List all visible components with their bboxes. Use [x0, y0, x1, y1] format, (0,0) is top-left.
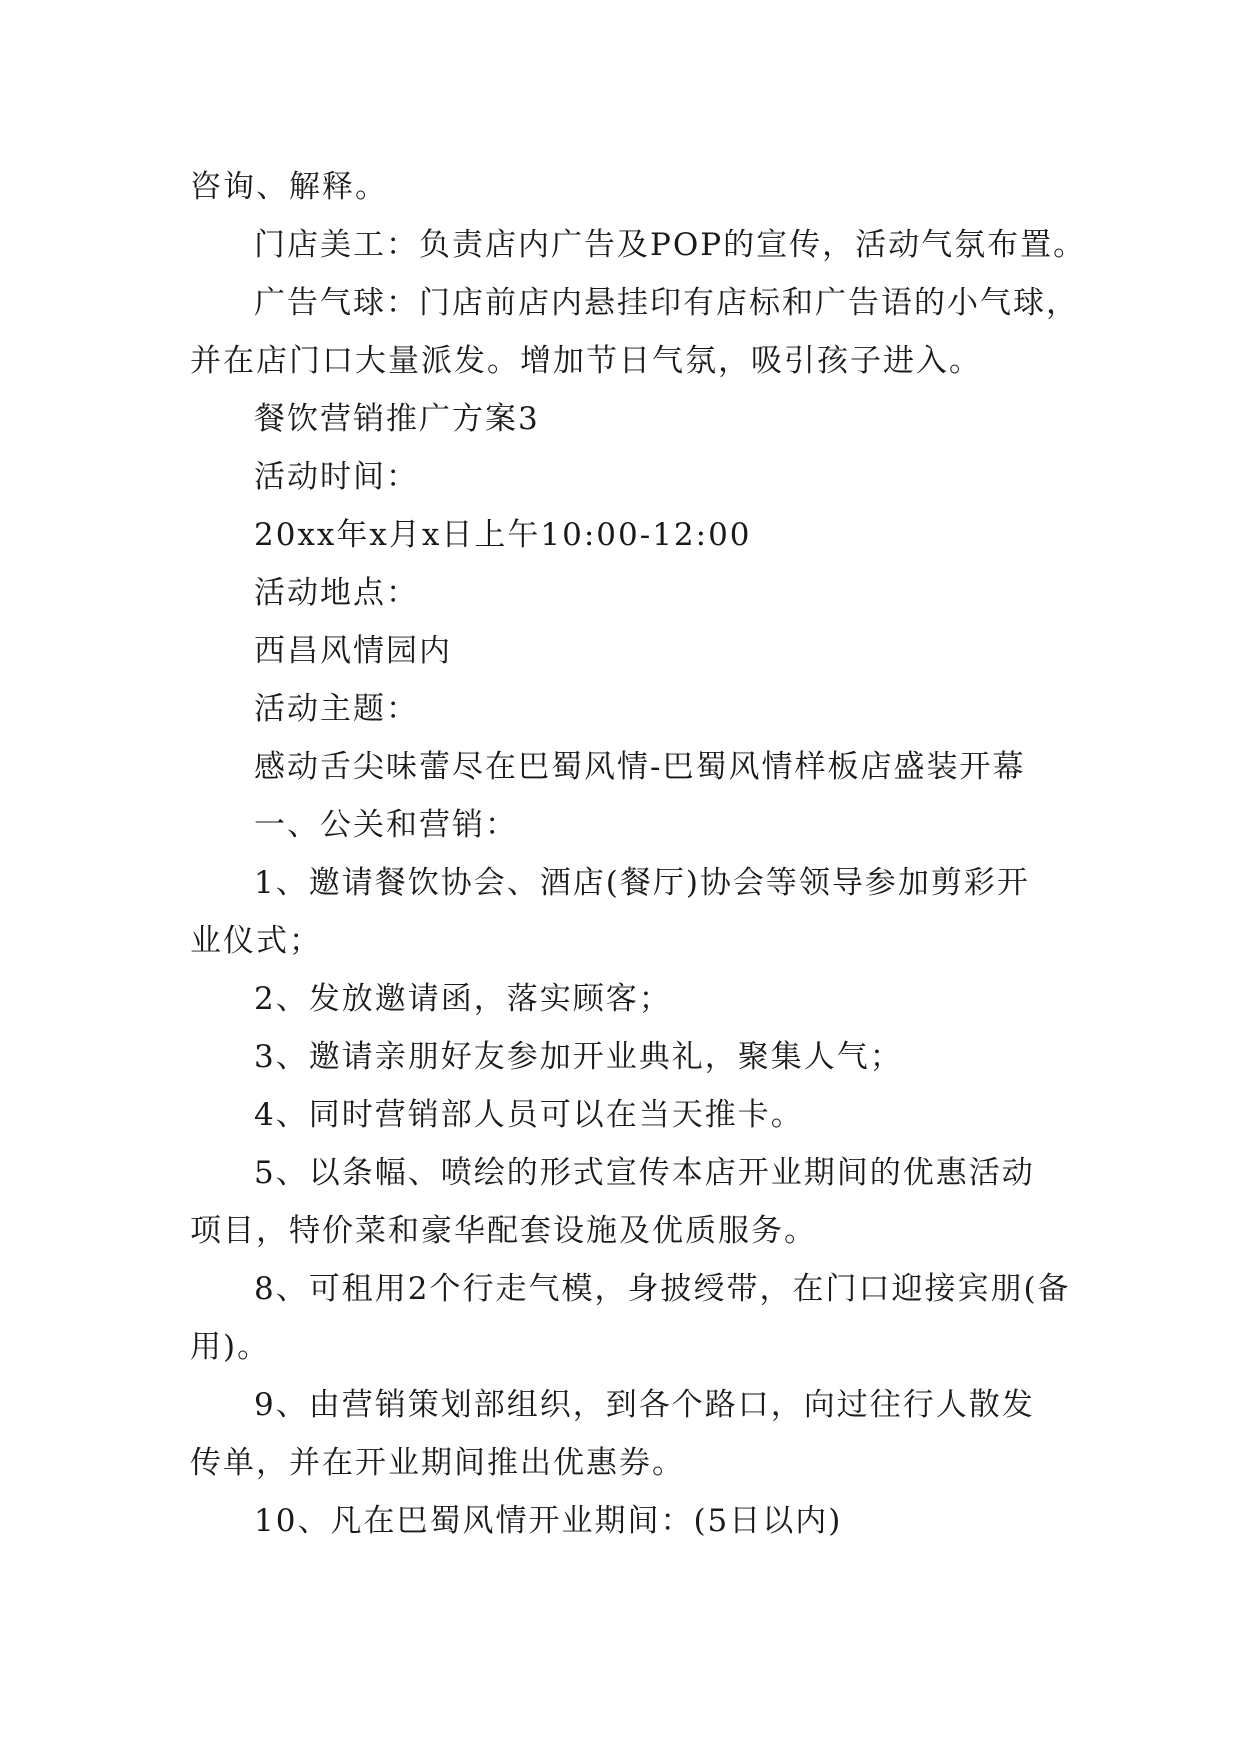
list-item-continuation: 项目，特价菜和豪华配套设施及优质服务。 — [190, 1213, 817, 1249]
document-body — [190, 158, 1087, 1550]
paragraph-line: 活动时间： — [254, 459, 419, 495]
list-item: 10、凡在巴蜀风情开业期间：(5日以内) — [254, 1503, 843, 1539]
list-item: 4、同时营销部人员可以在当天推卡。 — [254, 1097, 804, 1133]
paragraph-line: 20xx年x月x日上午10:00-12:00 — [254, 517, 752, 553]
paragraph-line: 咨询、解释。 — [190, 169, 388, 205]
list-item: 5、以条幅、喷绘的形式宣传本店开业期间的优惠活动 — [254, 1155, 1035, 1191]
paragraph-line: 感动舌尖味蕾尽在巴蜀风情-巴蜀风情样板店盛装开幕 — [254, 749, 1026, 785]
list-item: 2、发放邀请函，落实顾客； — [254, 981, 672, 1017]
list-item: 3、邀请亲朋好友参加开业典礼，聚集人气； — [254, 1039, 903, 1075]
list-item: 9、由营销策划部组织，到各个路口，向过往行人散发 — [254, 1387, 1035, 1423]
paragraph-line: 门店美工：负责店内广告及POP的宣传，活动气氛布置。 — [254, 227, 1087, 263]
paragraph-line: 广告气球：门店前店内悬挂印有店标和广告语的小气球， — [254, 285, 1079, 321]
list-item: 8、可租用2个行走气模，身披绶带，在门口迎接宾朋(备 — [254, 1271, 1071, 1307]
list-item-continuation: 业仪式； — [190, 923, 322, 959]
list-item-continuation: 传单，并在开业期间推出优惠券。 — [190, 1445, 685, 1481]
paragraph-line: 活动地点： — [254, 575, 419, 611]
paragraph-line: 并在店门口大量派发。增加节日气氛，吸引孩子进入。 — [190, 343, 982, 379]
paragraph-line: 活动主题： — [254, 691, 419, 727]
paragraph-line: 西昌风情园内 — [254, 633, 452, 669]
section-heading: 餐饮营销推广方案3 — [254, 401, 540, 437]
paragraph-line: 一、公关和营销： — [254, 807, 518, 843]
list-item-continuation: 用)。 — [190, 1329, 271, 1365]
list-item: 1、邀请餐饮协会、酒店(餐厅)协会等领导参加剪彩开 — [254, 865, 1030, 901]
